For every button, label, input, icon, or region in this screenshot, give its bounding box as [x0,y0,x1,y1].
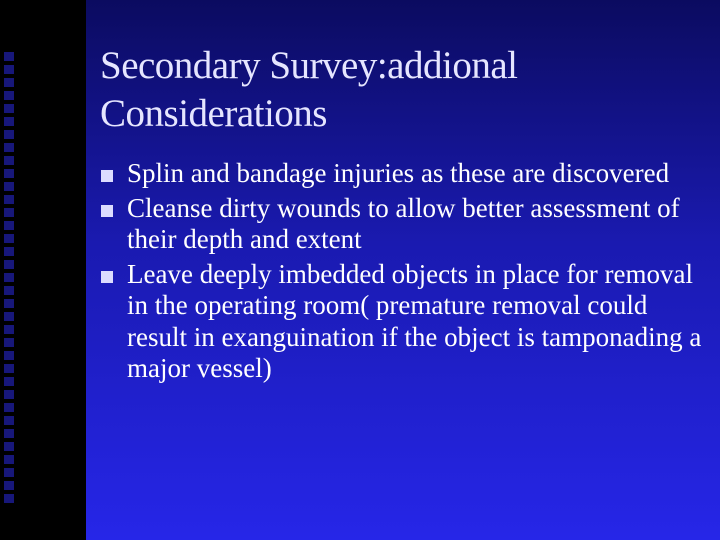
decor-square [4,312,14,321]
decor-square [4,494,14,503]
decor-square [4,65,14,74]
decor-square [4,468,14,477]
slide-title [100,42,700,138]
decor-square [4,208,14,217]
decor-square [4,104,14,113]
decor-square [4,91,14,100]
bullet-item [100,193,712,256]
decor-square [4,481,14,490]
bullet-text: Leave deeply imbedded objects in place for removal in the operating room( premature removal could result in exanguination if the object is tamponading a major vessel) [127,258,702,383]
decor-square [4,234,14,243]
decor-square [4,364,14,373]
bullet-item [100,158,712,190]
decor-square [4,390,14,399]
bullet-list [100,158,712,388]
slide-title-line-1: Secondary Survey:addional [100,44,518,87]
decor-square [4,286,14,295]
slide-title-line-2: Considerations [100,92,327,135]
decor-square [4,130,14,139]
decor-square [4,442,14,451]
bullet-text: Splin and bandage injuries as these are discovered [127,158,670,188]
decor-square [4,52,14,61]
decor-squares-column [4,52,16,507]
decor-square [4,247,14,256]
decor-square [4,143,14,152]
decor-square [4,169,14,178]
square-bullet-icon [101,205,113,217]
decor-square [4,429,14,438]
square-bullet-icon [101,170,113,182]
decor-square [4,351,14,360]
decor-square [4,299,14,308]
decor-square [4,273,14,282]
decor-square [4,156,14,165]
square-bullet-icon [101,271,113,283]
decor-square [4,260,14,269]
decor-square [4,338,14,347]
decor-square [4,377,14,386]
decor-square [4,455,14,464]
decor-square [4,195,14,204]
decor-square [4,325,14,334]
left-decor-strip [0,0,86,540]
bullet-text: Cleanse dirty wounds to allow better assessment of their depth and extent [127,192,680,254]
decor-square [4,78,14,87]
bullet-item [100,259,712,385]
decor-square [4,416,14,425]
decor-square [4,403,14,412]
decor-square [4,182,14,191]
decor-square [4,117,14,126]
decor-square [4,221,14,230]
